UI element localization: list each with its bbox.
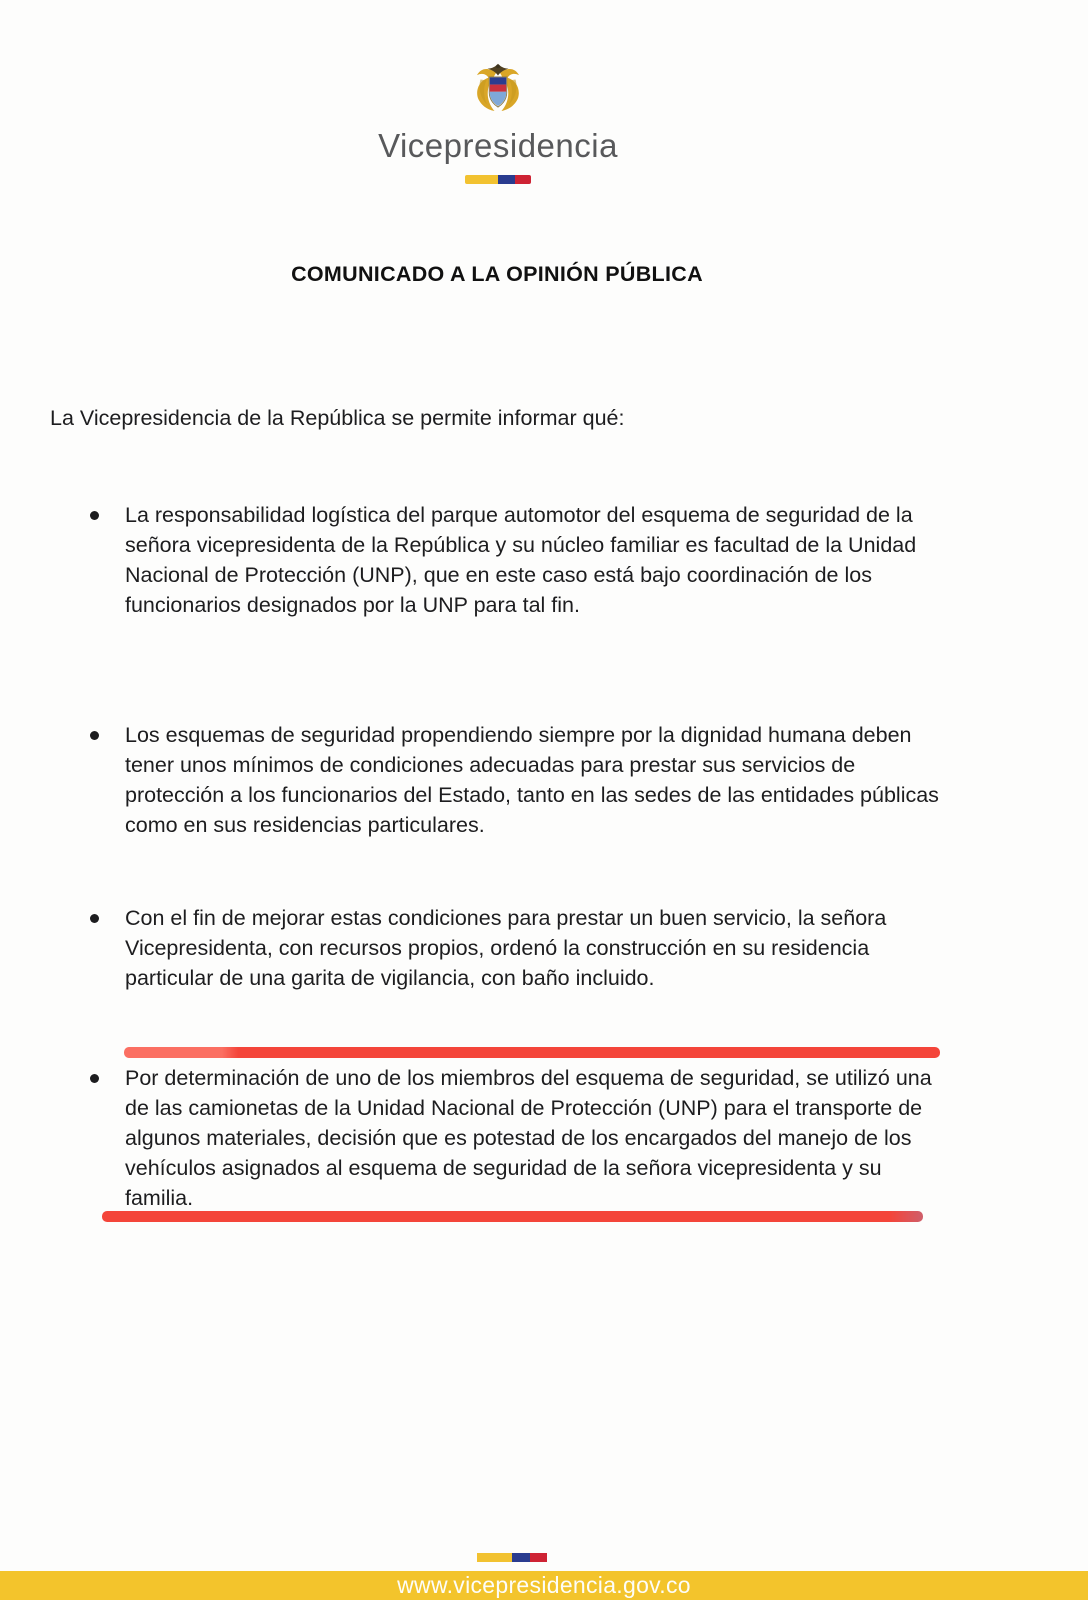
colombia-coat-of-arms-icon: [470, 60, 526, 120]
header: [0, 60, 1042, 189]
flag-yellow-stripe: [477, 1553, 512, 1562]
bullet-item-highlighted: [90, 1063, 948, 1213]
bullet-icon: [90, 1074, 99, 1083]
bullet-text: La responsabilidad logística del parque automotor del esquema de seguridad de la señora vicepresidenta de la República y su núcleo familiar es facultad de la Unidad Nacional de Protección (UNP), que en este caso está bajo coordinación de los funcionarios designados por la UNP para tal fin.: [125, 503, 917, 617]
footer-colombia-flag-icon: [477, 1553, 547, 1562]
intro-line: La Vicepresidencia de la República se permite informar qué:: [50, 406, 625, 430]
bullet-icon: [90, 914, 99, 923]
document-title: COMUNICADO A LA OPINIÓN PÚBLICA: [291, 262, 703, 286]
flag-red-stripe: [515, 175, 532, 184]
logo-wordmark: Vicepresidencia: [378, 127, 618, 164]
colombia-flag-icon: [465, 175, 531, 184]
flag-red-stripe: [530, 1553, 548, 1562]
bullet-item: [90, 500, 948, 620]
flag-blue-stripe: [498, 175, 515, 184]
bullet-item: [90, 903, 948, 993]
flag-blue-stripe: [512, 1553, 530, 1562]
bullet-icon: [90, 731, 99, 740]
highlight-marker-bottom: [102, 1211, 923, 1222]
bullet-text: Con el fin de mejorar estas condiciones para prestar un buen servicio, la señora Vicepresidenta, con recursos propios, ordenó la construcción en su residencia particular de una garita de vigilancia, con baño incluido.: [125, 906, 887, 990]
bullet-text: Por determinación de uno de los miembros del esquema de seguridad, se utilizó una de las camionetas de la Unidad Nacional de Protección (UNP) para el transporte de algunos materiales, decisión que es potestad de los encargados del manejo de los vehículos asignados al esquema de seguridad de la señora vicepresidenta y su familia.: [125, 1066, 932, 1210]
bullet-text: Los esquemas de seguridad propendiendo siempre por la dignidad humana deben tener unos mínimos de condiciones adecuadas para prestar sus servicios de protección a los funcionarios del Estado, tanto en las sedes de las entidades públicas como en sus residencias particulares.: [125, 723, 939, 837]
footer-url: www.vicepresidencia.gov.co: [397, 1572, 691, 1598]
bullet-item: [90, 720, 948, 840]
highlight-marker-top: [124, 1047, 940, 1058]
bullet-icon: [90, 511, 99, 520]
flag-yellow-stripe: [465, 175, 498, 184]
footer-bar: [0, 1571, 1088, 1600]
